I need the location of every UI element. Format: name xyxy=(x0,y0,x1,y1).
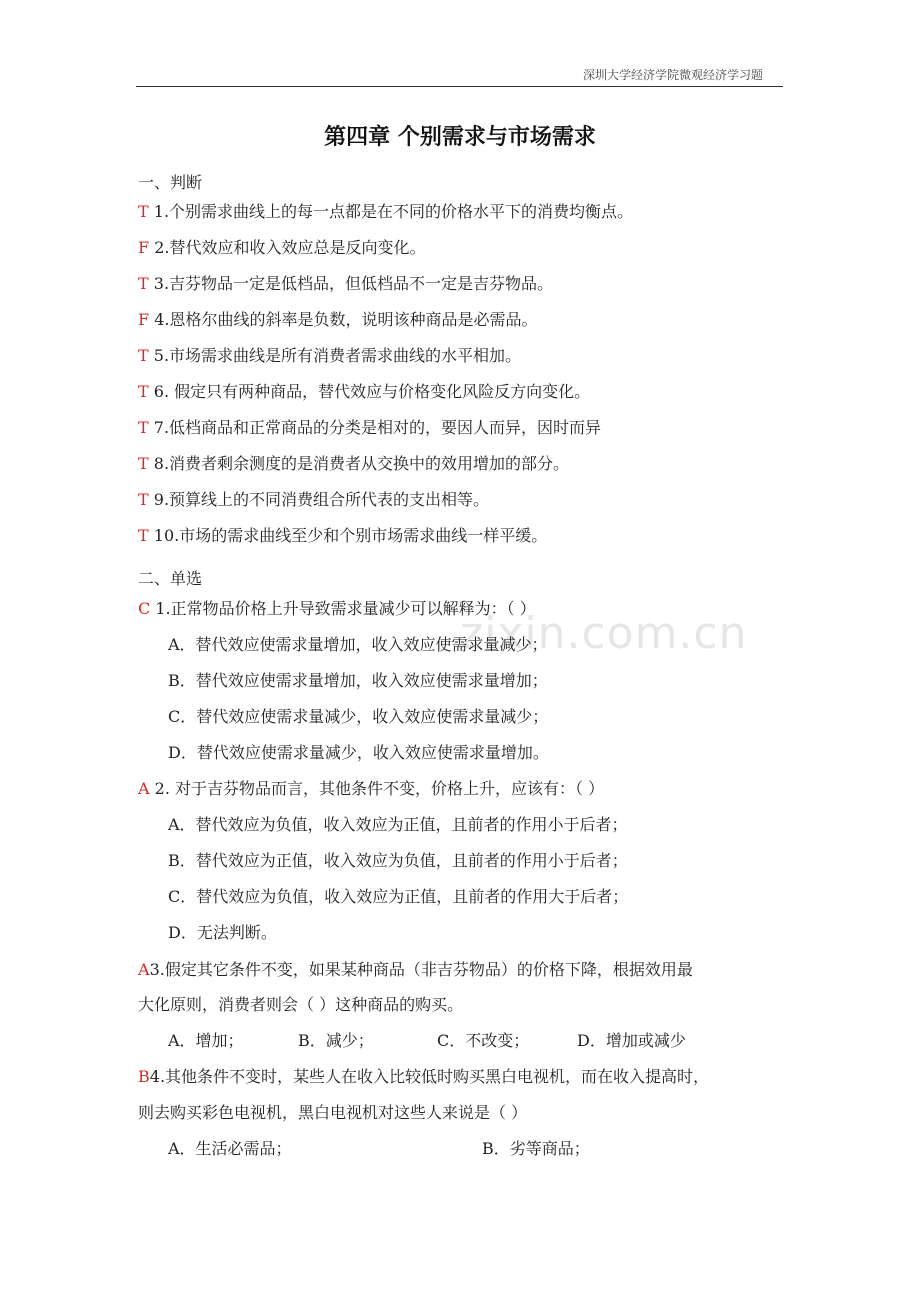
judgment-item-6 xyxy=(138,379,590,402)
item-text: 7.低档商品和正常商品的分类是相对的，要因人而异，因时而异 xyxy=(148,418,602,437)
q2-option-b: B．替代效应为正值，收入效应为负值，且前者的作用小于后者； xyxy=(168,851,628,870)
item-text: 1.个别需求曲线上的每一点都是在不同的价格水平下的消费均衡点。 xyxy=(148,202,634,221)
answer-mark: T xyxy=(138,202,149,221)
question-text: 1.正常物品价格上升导致需求量减少可以解释为：（ ） xyxy=(150,599,536,618)
answer-mark: F xyxy=(138,238,150,257)
q3-option-a: A．增加； xyxy=(168,1031,244,1050)
question-3 xyxy=(138,957,693,980)
q4-option-b: B．劣等商品； xyxy=(482,1139,590,1158)
item-text: 5.市场需求曲线是所有消费者需求曲线的水平相加。 xyxy=(148,346,522,365)
section-heading-single-choice: 二、单选 xyxy=(138,569,203,588)
chapter-title: 第四章 个别需求与市场需求 xyxy=(324,125,596,150)
page-header xyxy=(136,64,783,87)
question-2 xyxy=(138,776,604,799)
answer-mark: T xyxy=(138,526,149,545)
answer-mark: T xyxy=(138,274,149,293)
item-text: 10.市场的需求曲线至少和个别市场需求曲线一样平缓。 xyxy=(148,526,548,545)
item-text: 6. 假定只有两种商品，替代效应与价格变化风险反方向变化。 xyxy=(148,382,591,401)
q4-option-a: A．生活必需品； xyxy=(168,1139,292,1158)
answer-mark: C xyxy=(138,599,151,618)
q1-option-c: C．替代效应使需求量减少，收入效应使需求量减少； xyxy=(168,707,549,726)
question-1 xyxy=(138,596,536,619)
item-text: 9.预算线上的不同消费组合所代表的支出相等。 xyxy=(148,490,490,509)
q1-option-d: D．替代效应使需求量减少，收入效应使需求量增加。 xyxy=(168,743,549,762)
answer-mark: T xyxy=(138,418,149,437)
section-heading-judgment: 一、判断 xyxy=(138,173,203,192)
judgment-item-5 xyxy=(138,343,521,366)
item-text: 8.消费者剩余测度的是消费者从交换中的效用增加的部分。 xyxy=(148,454,570,473)
answer-mark: T xyxy=(138,454,149,473)
judgment-item-8 xyxy=(138,451,569,474)
judgment-item-3 xyxy=(138,271,553,294)
q1-option-b: B．替代效应使需求量增加，收入效应使需求量增加； xyxy=(168,671,548,690)
q3-option-d: D．增加或减少 xyxy=(577,1031,686,1050)
q1-option-a: A．替代效应使需求量增加，收入效应使需求量减少； xyxy=(168,635,548,654)
item-text: 4.恩格尔曲线的斜率是负数，说明该种商品是必需品。 xyxy=(149,310,538,329)
answer-mark: T xyxy=(138,346,149,365)
answer-mark: A xyxy=(138,779,150,798)
question-text: 3.假定其它条件不变，如果某种商品（非吉芬物品）的价格下降，根据效用最 xyxy=(149,960,693,979)
judgment-item-4 xyxy=(138,307,537,330)
answer-mark: T xyxy=(138,490,149,509)
judgment-item-2 xyxy=(138,235,425,258)
q2-option-d: D．无法判断。 xyxy=(168,923,277,942)
judgment-item-7 xyxy=(138,415,601,438)
q3-option-c: C．不改变； xyxy=(437,1031,530,1050)
question-text: 4.其他条件不变时，某些人在收入比较低时购买黑白电视机，而在收入提高时， xyxy=(149,1067,710,1086)
judgment-item-9 xyxy=(138,487,489,510)
q2-option-a: A．替代效应为负值，收入效应为正值，且前者的作用小于后者； xyxy=(168,815,628,834)
question-4-line-2: 则去购买彩色电视机，黑白电视机对这些人来说是（ ） xyxy=(138,1103,528,1122)
question-3-line-2: 大化原则，消费者则会（ ）这种商品的购买。 xyxy=(138,995,464,1014)
answer-mark: F xyxy=(138,310,150,329)
judgment-item-1 xyxy=(138,199,633,222)
judgment-item-10 xyxy=(138,523,547,546)
q3-option-b: B．减少； xyxy=(298,1031,374,1050)
answer-mark: A xyxy=(138,960,150,979)
answer-mark: T xyxy=(138,382,149,401)
item-text: 3.吉芬物品一定是低档品，但低档品不一定是吉芬物品。 xyxy=(148,274,554,293)
header-text: 深圳大学经济学院微观经济学习题 xyxy=(582,68,763,82)
answer-mark: B xyxy=(138,1067,150,1086)
item-text: 2.替代效应和收入效应总是反向变化。 xyxy=(149,238,426,257)
watermark: zixin.com.cn xyxy=(460,608,748,659)
question-text: 2. 对于吉芬物品而言，其他条件不变，价格上升，应该有：（ ） xyxy=(149,779,605,798)
q2-option-c: C．替代效应为负值，收入效应为正值，且前者的作用大于后者； xyxy=(168,887,629,906)
question-4 xyxy=(138,1064,709,1087)
